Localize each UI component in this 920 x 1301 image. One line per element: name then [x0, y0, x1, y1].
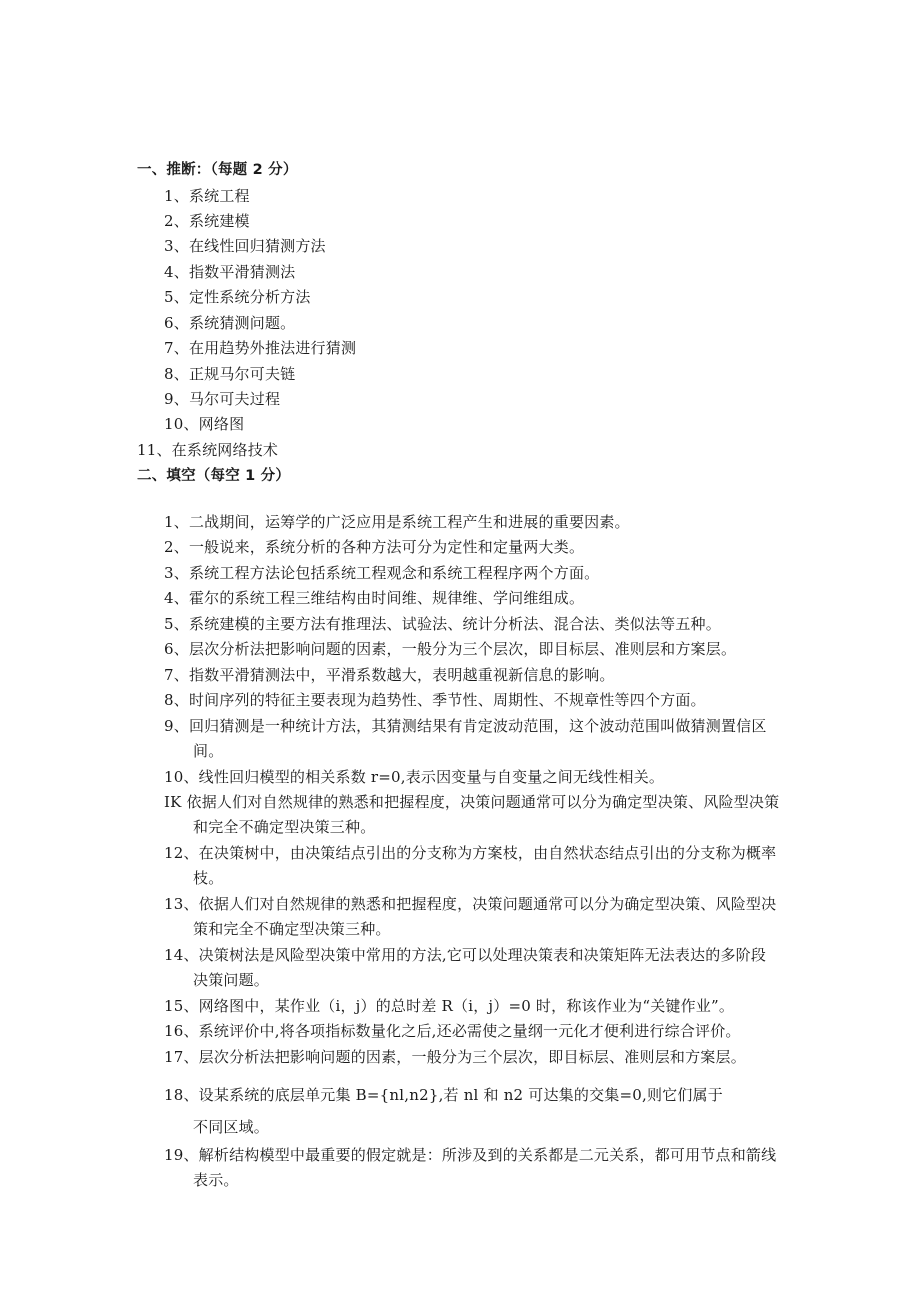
fill-item: 5、系统建模的主要方法有推理法、试验法、统计分析法、混合法、类似法等五种。	[164, 615, 721, 633]
section2-heading: 二、填空（每空 1 分）	[137, 468, 291, 484]
judge-item: 9、马尔可夫过程	[164, 390, 281, 408]
section1-heading: 一、推断：（每题 2 分）	[137, 162, 298, 178]
fill-item-continued: 不同区域。	[193, 1118, 270, 1136]
fill-item-continued: 和完全不确定型决策三种。	[193, 818, 376, 836]
judge-item: 7、在用趋势外推法进行猜测	[164, 339, 357, 357]
judge-item: 2、系统建模	[164, 212, 250, 230]
judge-item: 5、定性系统分析方法	[164, 288, 311, 306]
fill-item-continued: 策和完全不确定型决策三种。	[193, 920, 391, 938]
fill-item: IK 依据人们对自然规律的熟悉和把握程度，决策问题通常可以分为确定型决策、风险型决策	[164, 793, 780, 811]
fill-item: 13、依据人们对自然规律的熟悉和把握程度，决策问题通常可以分为确定型决策、风险型决	[164, 895, 777, 913]
fill-item: 4、霍尔的系统工程三维结构由时间维、规律维、学问维组成。	[164, 589, 585, 607]
fill-item: 1、二战期间，运筹学的广泛应用是系统工程产生和进展的重要因素。	[164, 513, 630, 531]
fill-item: 17、层次分析法把影响问题的因素，一般分为三个层次，即目标层、准则层和方案层。	[164, 1048, 746, 1066]
judge-item: 10、网络图	[164, 415, 245, 433]
fill-item: 7、指数平滑猜测法中，平滑系数越大，表明越重视新信息的影响。	[164, 666, 615, 684]
fill-item: 18、设某系统的底层单元集 B={nl,n2},若 nl 和 n2 可达集的交集=0,则它们属于	[164, 1086, 723, 1104]
fill-item-continued: 决策问题。	[193, 971, 270, 989]
fill-item: 16、系统评价中,将各项指标数量化之后,还必需使之量纲一元化才便利进行综合评价。	[164, 1022, 741, 1040]
fill-item: 2、一般说来，系统分析的各种方法可分为定性和定量两大类。	[164, 538, 585, 556]
judge-item: 6、系统猜测问题。	[164, 314, 296, 332]
fill-item-continued: 枝。	[193, 869, 224, 887]
judge-item: 4、指数平滑猜测法	[164, 263, 296, 281]
fill-item: 9、回归猜测是一种统计方法，其猜测结果有肯定波动范围，这个波动范围叫做猜测置信区	[164, 717, 767, 735]
fill-item: 12、在决策树中，由决策结点引出的分支称为方案枝，由自然状态结点引出的分支称为概率	[164, 844, 777, 862]
judge-item: 1、系统工程	[164, 187, 250, 205]
fill-item-continued: 间。	[193, 742, 224, 760]
judge-item: 11、在系统网络技术	[137, 441, 279, 459]
fill-item: 3、系统工程方法论包括系统工程观念和系统工程程序两个方面。	[164, 564, 600, 582]
fill-item: 19、解析结构模型中最重要的假定就是：所涉及到的关系都是二元关系，都可用节点和箭线	[164, 1146, 777, 1164]
judge-item: 8、正规马尔可夫链	[164, 365, 296, 383]
fill-item: 14、决策树法是风险型决策中常用的方法,它可以处理决策表和决策矩阵无法表达的多阶段	[164, 946, 767, 964]
judge-item: 3、在线性回归猜测方法	[164, 237, 326, 255]
fill-item-continued: 表示。	[193, 1171, 239, 1189]
fill-item: 15、网络图中，某作业（i，j）的总时差 R（i，j）=0 时，称该作业为“关键作业”。	[164, 997, 735, 1015]
fill-item: 6、层次分析法把影响问题的因素，一般分为三个层次，即目标层、准则层和方案层。	[164, 640, 737, 658]
fill-item: 8、时间序列的特征主要表现为趋势性、季节性、周期性、不规章性等四个方面。	[164, 691, 706, 709]
fill-item: 10、线性回归模型的相关系数 r=0,表示因变量与自变量之间无线性相关。	[164, 768, 665, 786]
